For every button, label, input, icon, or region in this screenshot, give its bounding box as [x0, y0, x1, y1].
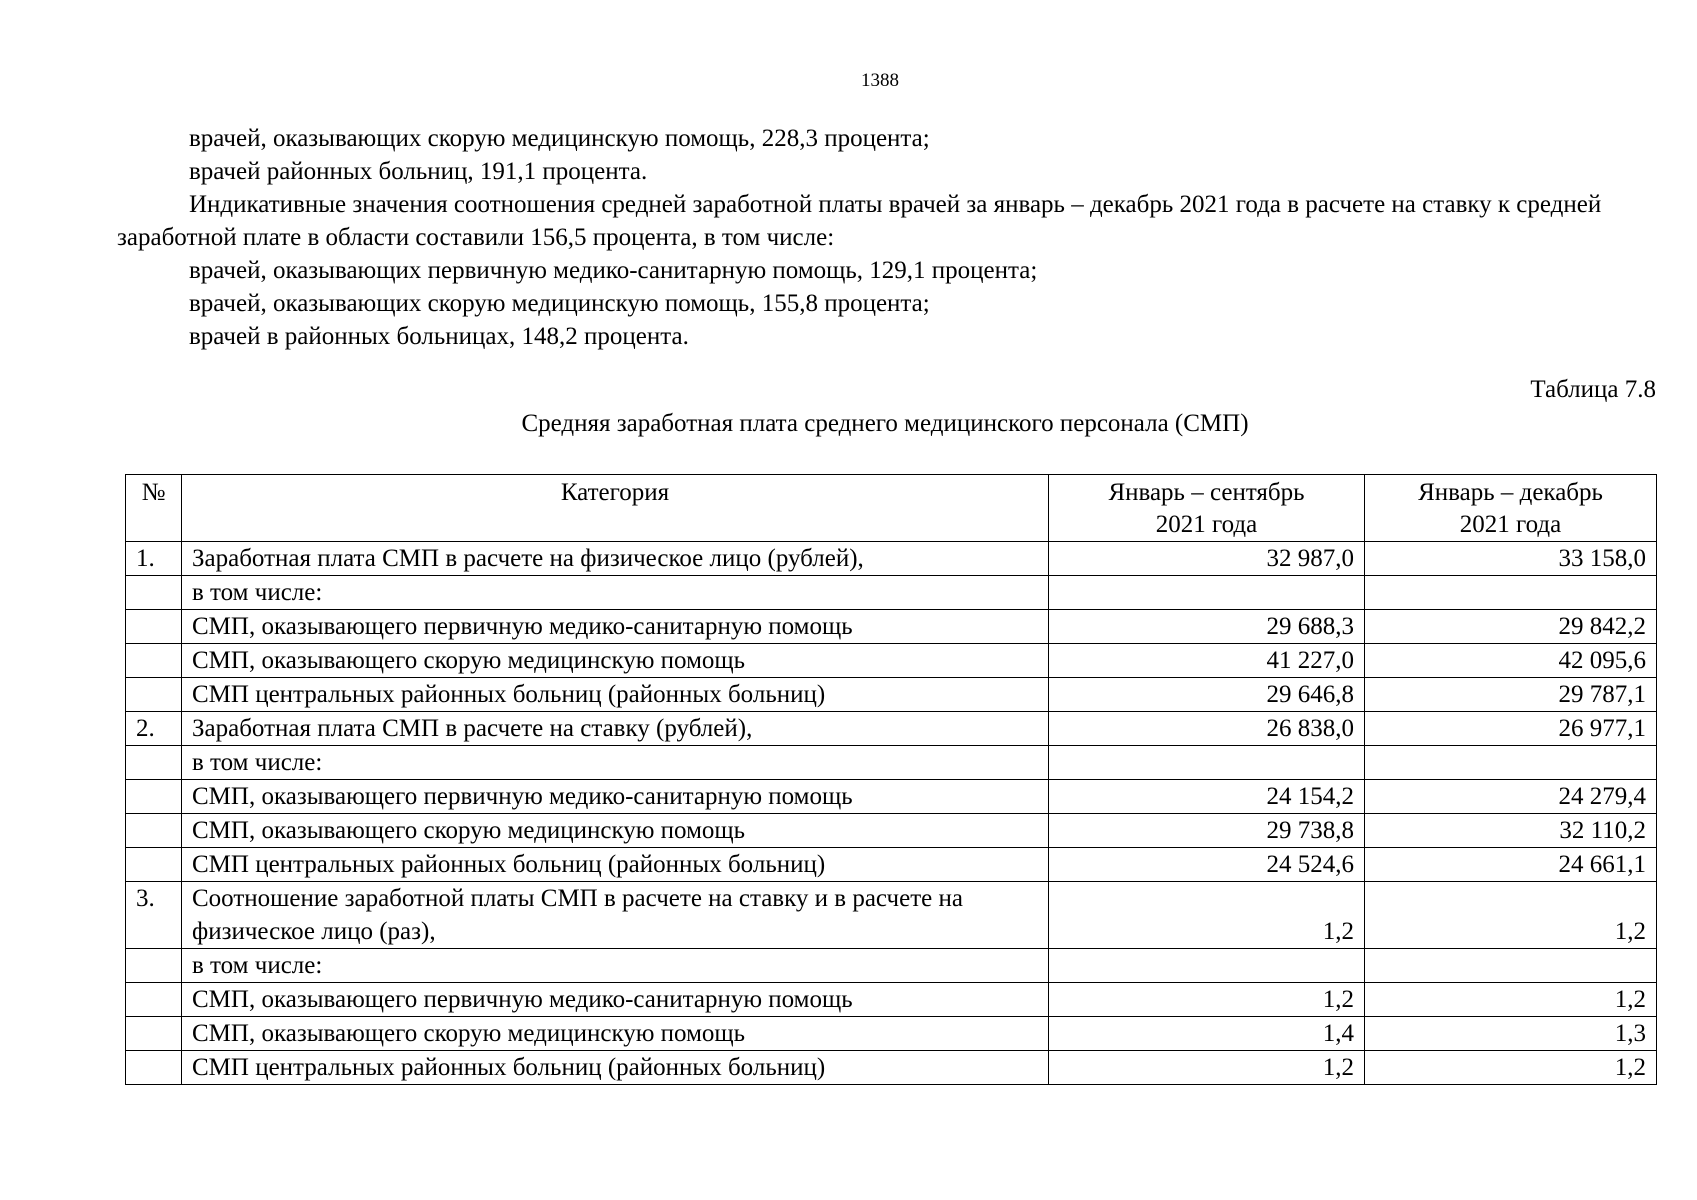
row-jan-dec-value: 29 787,1: [1365, 678, 1657, 712]
table-row: [126, 644, 1657, 678]
table-row: [126, 882, 1657, 949]
row-category-cell: СМП, оказывающего скорую медицинскую помощь: [182, 814, 1049, 848]
row-num-cell: [126, 576, 182, 610]
row-category-cell: в том числе:: [182, 949, 1049, 983]
row-num-cell: [126, 1051, 182, 1085]
row-num-cell: [126, 814, 182, 848]
header-num: №: [126, 475, 182, 542]
row-jan-sep-value: [1049, 949, 1365, 983]
row-jan-sep-value: 26 838,0: [1049, 712, 1365, 746]
page-number: 1388: [861, 70, 899, 91]
header-jan-sep-line2: 2021 года: [1155, 511, 1258, 538]
row-num-cell: [126, 983, 182, 1017]
row-num-cell: [126, 678, 182, 712]
row-jan-dec-value: 42 095,6: [1365, 644, 1657, 678]
row-num-cell: [126, 848, 182, 882]
paragraph: врачей, оказывающих скорую медицинскую помощь, 155,8 процента;: [189, 290, 930, 317]
table-row: [126, 746, 1657, 780]
row-jan-sep-value: 24 524,6: [1049, 848, 1365, 882]
row-jan-dec-value: 1,3: [1365, 1017, 1657, 1051]
row-num-cell: 1.: [126, 542, 182, 576]
row-jan-dec-value: [1365, 949, 1657, 983]
header-jan-sep: [1049, 475, 1365, 542]
table-row: [126, 1051, 1657, 1085]
paragraph: Индикативные значения соотношения средней заработной платы врачей за январь – декабрь 2021 года в расчете на ставку к средней заработной плате в области составили 156,5 процента, в том числе:: [117, 191, 1602, 251]
row-category-cell: СМП, оказывающего первичную медико-санитарную помощь: [182, 780, 1049, 814]
table-row: [126, 712, 1657, 746]
row-jan-dec-value: [1365, 576, 1657, 610]
header-jan-dec-line2: 2021 года: [1459, 511, 1562, 538]
row-num-cell: 3.: [126, 882, 182, 949]
row-category-cell: в том числе:: [182, 746, 1049, 780]
row-jan-dec-value: 24 661,1: [1365, 848, 1657, 882]
row-num-cell: 2.: [126, 712, 182, 746]
row-category-cell: Соотношение заработной платы СМП в расчете на ставку и в расчете на физическое лицо (раз),: [182, 882, 1049, 949]
row-jan-dec-value: 32 110,2: [1365, 814, 1657, 848]
row-num-cell: [126, 1017, 182, 1051]
row-category-cell: Заработная плата СМП в расчете на физическое лицо (рублей),: [182, 542, 1049, 576]
header-jan-dec-line1: Январь – декабрь: [1418, 479, 1603, 506]
header-jan-dec: [1365, 475, 1657, 542]
row-jan-sep-value: [1049, 746, 1365, 780]
row-num-cell: [126, 949, 182, 983]
body-text: [117, 122, 1657, 353]
table-title: Средняя заработная плата среднего медицинского персонала (СМП): [521, 410, 1249, 437]
table-row: [126, 949, 1657, 983]
row-jan-dec-value: 29 842,2: [1365, 610, 1657, 644]
table-row: [126, 610, 1657, 644]
row-jan-sep-value: 1,4: [1049, 1017, 1365, 1051]
row-jan-sep-value: 32 987,0: [1049, 542, 1365, 576]
table-label: Таблица 7.8: [1530, 376, 1656, 403]
paragraph: врачей районных больниц, 191,1 процента.: [189, 158, 648, 185]
row-jan-sep-value: 1,2: [1049, 983, 1365, 1017]
row-jan-dec-value: 1,2: [1365, 1051, 1657, 1085]
table-row: [126, 983, 1657, 1017]
table-header-row: [126, 475, 1657, 542]
salary-table: [125, 474, 1657, 1085]
row-jan-sep-value: [1049, 576, 1365, 610]
row-jan-sep-value: 29 646,8: [1049, 678, 1365, 712]
row-jan-dec-value: 33 158,0: [1365, 542, 1657, 576]
header-category: Категория: [182, 475, 1049, 542]
row-jan-sep-value: 41 227,0: [1049, 644, 1365, 678]
paragraph: врачей, оказывающих первичную медико-санитарную помощь, 129,1 процента;: [189, 257, 1038, 284]
row-category-cell: Заработная плата СМП в расчете на ставку (рублей),: [182, 712, 1049, 746]
row-category-cell: СМП центральных районных больниц (районных больниц): [182, 678, 1049, 712]
row-category-cell: СМП центральных районных больниц (районных больниц): [182, 1051, 1049, 1085]
row-jan-sep-value: 24 154,2: [1049, 780, 1365, 814]
row-jan-dec-value: 1,2: [1365, 983, 1657, 1017]
table-row: [126, 678, 1657, 712]
row-category-cell: СМП, оказывающего скорую медицинскую помощь: [182, 1017, 1049, 1051]
table-row: [126, 848, 1657, 882]
table-row: [126, 814, 1657, 848]
row-category-cell: СМП, оказывающего первичную медико-санитарную помощь: [182, 983, 1049, 1017]
row-jan-sep-value: 1,2: [1049, 882, 1365, 949]
row-category-cell: СМП центральных районных больниц (районных больниц): [182, 848, 1049, 882]
row-category-cell: СМП, оказывающего скорую медицинскую помощь: [182, 644, 1049, 678]
row-jan-sep-value: 29 738,8: [1049, 814, 1365, 848]
table-row: [126, 1017, 1657, 1051]
row-num-cell: [126, 780, 182, 814]
table-row: [126, 542, 1657, 576]
header-jan-sep-line1: Январь – сентябрь: [1108, 479, 1305, 506]
row-num-cell: [126, 610, 182, 644]
row-jan-dec-value: 1,2: [1365, 882, 1657, 949]
paragraph: врачей, оказывающих скорую медицинскую помощь, 228,3 процента;: [189, 125, 930, 152]
table-row: [126, 780, 1657, 814]
row-jan-dec-value: 26 977,1: [1365, 712, 1657, 746]
row-jan-sep-value: 1,2: [1049, 1051, 1365, 1085]
table-row: [126, 576, 1657, 610]
row-jan-sep-value: 29 688,3: [1049, 610, 1365, 644]
row-jan-dec-value: 24 279,4: [1365, 780, 1657, 814]
row-category-cell: в том числе:: [182, 576, 1049, 610]
row-jan-dec-value: [1365, 746, 1657, 780]
paragraph: врачей в районных больницах, 148,2 процента.: [189, 323, 689, 350]
row-category-cell: СМП, оказывающего первичную медико-санитарную помощь: [182, 610, 1049, 644]
row-num-cell: [126, 746, 182, 780]
row-num-cell: [126, 644, 182, 678]
